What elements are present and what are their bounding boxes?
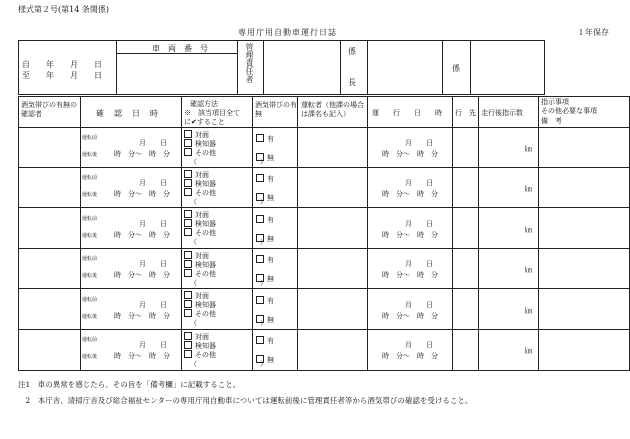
checkbox[interactable] bbox=[256, 193, 264, 201]
alcohol-no[interactable]: 無 bbox=[256, 153, 274, 163]
option-other[interactable]: その他 bbox=[184, 188, 216, 198]
operation-date: 月 日 bbox=[405, 220, 433, 228]
checkbox[interactable] bbox=[256, 315, 264, 323]
checkbox[interactable] bbox=[184, 188, 192, 196]
row-before: 運転前 bbox=[82, 337, 98, 343]
chief-label: 長 bbox=[348, 78, 356, 87]
row-before: 運転前 bbox=[82, 175, 98, 181]
row-before: 運転前 bbox=[82, 216, 98, 222]
alcohol-yes[interactable]: 有 bbox=[256, 174, 274, 184]
km-unit: ㎞ bbox=[525, 185, 532, 193]
operation-date: 月 日 bbox=[405, 179, 433, 187]
alcohol-yes[interactable]: 有 bbox=[256, 215, 274, 225]
row-confirm-time: 時 分～ 時 分 bbox=[114, 271, 170, 279]
section-label: 係 bbox=[348, 47, 356, 56]
checkbox[interactable] bbox=[256, 174, 264, 182]
checkbox[interactable] bbox=[184, 300, 192, 308]
row-before: 運転前 bbox=[82, 256, 98, 262]
other-paren: （ ） bbox=[190, 238, 267, 246]
option-face[interactable]: 対面 bbox=[184, 170, 209, 180]
option-other[interactable]: その他 bbox=[184, 269, 216, 279]
checkbox[interactable] bbox=[184, 130, 192, 138]
alcohol-yes[interactable]: 有 bbox=[256, 296, 274, 306]
row-confirm-time: 時 分～ 時 分 bbox=[114, 312, 170, 320]
col-remarks-3: 備 考 bbox=[541, 117, 562, 125]
operation-date: 月 日 bbox=[405, 260, 433, 268]
col-method-1: 確認方法 bbox=[190, 100, 218, 108]
col-method-2: ※ 該当項目全て bbox=[184, 109, 240, 117]
row-confirm-date: 月 日 bbox=[139, 179, 167, 187]
checkbox[interactable] bbox=[256, 274, 264, 282]
checkbox[interactable] bbox=[184, 139, 192, 147]
note-2: 2 本庁舎、清掃庁舎及び総合福祉センターの専用庁用自動車については運転前後に管理責任者等から酒気帯びの確認を受けること。 bbox=[18, 396, 473, 405]
operation-time: 時 分～ 時 分 bbox=[382, 352, 438, 360]
checkbox[interactable] bbox=[256, 153, 264, 161]
checkbox[interactable] bbox=[184, 219, 192, 227]
option-detector[interactable]: 検知器 bbox=[184, 219, 216, 229]
col-remarks-1: 指示事項 bbox=[541, 98, 569, 106]
col-operation-time: 運 行 日 時 bbox=[372, 109, 442, 117]
row-after: 運転後 bbox=[82, 233, 98, 239]
option-detector[interactable]: 検知器 bbox=[184, 139, 216, 149]
operation-date: 月 日 bbox=[405, 341, 433, 349]
checkbox[interactable] bbox=[184, 170, 192, 178]
col-confirm-time: 確 認 日 時 bbox=[96, 109, 159, 118]
checkbox[interactable] bbox=[184, 269, 192, 277]
row-confirm-time: 時 分～ 時 分 bbox=[114, 150, 170, 158]
retention-period: １年保存 bbox=[577, 28, 609, 37]
alcohol-yes[interactable]: 有 bbox=[256, 336, 274, 346]
checkbox[interactable] bbox=[184, 228, 192, 236]
alcohol-no[interactable]: 無 bbox=[256, 315, 274, 325]
row-after: 運転後 bbox=[82, 152, 98, 158]
date-from: 自 年 月 日 bbox=[22, 60, 102, 69]
row-after: 運転後 bbox=[82, 273, 98, 279]
checkbox[interactable] bbox=[256, 255, 264, 263]
km-unit: ㎞ bbox=[525, 347, 532, 355]
option-detector[interactable]: 検知器 bbox=[184, 179, 216, 189]
other-paren: （ ） bbox=[190, 360, 267, 368]
checkbox[interactable] bbox=[184, 260, 192, 268]
operation-date: 月 日 bbox=[405, 139, 433, 147]
alcohol-no[interactable]: 無 bbox=[256, 193, 274, 203]
col-alcohol: 酒気帯びの有無 bbox=[255, 101, 297, 118]
operation-time: 時 分～ 時 分 bbox=[382, 312, 438, 320]
other-paren: （ ） bbox=[190, 319, 267, 327]
checkbox[interactable] bbox=[184, 291, 192, 299]
row-after: 運転後 bbox=[82, 314, 98, 320]
row-before: 運転前 bbox=[82, 297, 98, 303]
row-confirm-date: 月 日 bbox=[139, 301, 167, 309]
option-detector[interactable]: 検知器 bbox=[184, 341, 216, 351]
other-paren: （ ） bbox=[190, 158, 267, 166]
checkbox[interactable] bbox=[256, 296, 264, 304]
option-detector[interactable]: 検知器 bbox=[184, 300, 216, 310]
option-other[interactable]: その他 bbox=[184, 309, 216, 319]
checkbox[interactable] bbox=[256, 215, 264, 223]
checkbox[interactable] bbox=[256, 234, 264, 242]
checkbox[interactable] bbox=[184, 251, 192, 259]
checkbox[interactable] bbox=[184, 332, 192, 340]
checkbox[interactable] bbox=[256, 336, 264, 344]
row-before: 運転前 bbox=[82, 135, 98, 141]
option-face[interactable]: 対面 bbox=[184, 210, 209, 220]
option-other[interactable]: その他 bbox=[184, 228, 216, 238]
row-confirm-time: 時 分～ 時 分 bbox=[114, 352, 170, 360]
operation-time: 時 分～ 時 分 bbox=[382, 190, 438, 198]
col-remarks-2: その他必要な事項 bbox=[541, 107, 597, 115]
checkbox[interactable] bbox=[184, 350, 192, 358]
operation-time: 時 分～ 時 分 bbox=[382, 271, 438, 279]
page-title: 専用庁用自動車運行日誌 bbox=[238, 28, 337, 37]
col-driver: 運転者（他課の場合は課名も記入） bbox=[301, 101, 364, 118]
km-unit: ㎞ bbox=[525, 226, 532, 234]
row-confirm-date: 月 日 bbox=[139, 341, 167, 349]
col-odometer: 走行後指示数 bbox=[481, 109, 523, 117]
operation-date: 月 日 bbox=[405, 301, 433, 309]
checkbox[interactable] bbox=[184, 341, 192, 349]
option-detector[interactable]: 検知器 bbox=[184, 260, 216, 270]
option-face[interactable]: 対面 bbox=[184, 332, 209, 342]
km-unit: ㎞ bbox=[525, 266, 532, 274]
manager-label: 管理責任者 bbox=[245, 43, 254, 83]
row-confirm-date: 月 日 bbox=[139, 220, 167, 228]
checkbox[interactable] bbox=[184, 179, 192, 187]
checkbox[interactable] bbox=[256, 355, 264, 363]
row-after: 運転後 bbox=[82, 192, 98, 198]
alcohol-no[interactable]: 無 bbox=[256, 355, 274, 365]
km-unit: ㎞ bbox=[525, 307, 532, 315]
alcohol-no[interactable]: 無 bbox=[256, 234, 274, 244]
operation-time: 時 分～ 時 分 bbox=[382, 150, 438, 158]
option-face[interactable]: 対面 bbox=[184, 130, 209, 140]
row-confirm-date: 月 日 bbox=[139, 260, 167, 268]
row-confirm-date: 月 日 bbox=[139, 139, 167, 147]
row-confirm-time: 時 分～ 時 分 bbox=[114, 190, 170, 198]
checkbox[interactable] bbox=[184, 148, 192, 156]
vehicle-number-label: 車 両 番 号 bbox=[152, 44, 208, 53]
checkbox[interactable] bbox=[256, 134, 264, 142]
checkbox[interactable] bbox=[184, 210, 192, 218]
staff-label: 係 bbox=[452, 64, 460, 73]
note-1: 注1 車の異常を感じたら、その旨を「備考欄」に記載すること。 bbox=[18, 380, 241, 389]
option-face[interactable]: 対面 bbox=[184, 291, 209, 301]
alcohol-yes[interactable]: 有 bbox=[256, 255, 274, 265]
col-checker: 酒気帯びの有無の確認者 bbox=[21, 101, 77, 118]
col-destination: 行 先 bbox=[455, 109, 476, 117]
option-other[interactable]: その他 bbox=[184, 350, 216, 360]
col-method-3: に✔すること bbox=[184, 118, 225, 126]
checkbox[interactable] bbox=[184, 309, 192, 317]
row-confirm-time: 時 分～ 時 分 bbox=[114, 231, 170, 239]
other-paren: （ ） bbox=[190, 279, 267, 287]
alcohol-no[interactable]: 無 bbox=[256, 274, 274, 284]
other-paren: （ ） bbox=[190, 198, 267, 206]
operation-time: 時 分～ 時 分 bbox=[382, 231, 438, 239]
option-face[interactable]: 対面 bbox=[184, 251, 209, 261]
option-other[interactable]: その他 bbox=[184, 148, 216, 158]
km-unit: ㎞ bbox=[525, 145, 532, 153]
date-to: 至 年 月 日 bbox=[22, 71, 102, 80]
form-number: 様式第２号(第14 条関係) bbox=[18, 5, 109, 14]
row-after: 運転後 bbox=[82, 354, 98, 360]
alcohol-yes[interactable]: 有 bbox=[256, 134, 274, 144]
